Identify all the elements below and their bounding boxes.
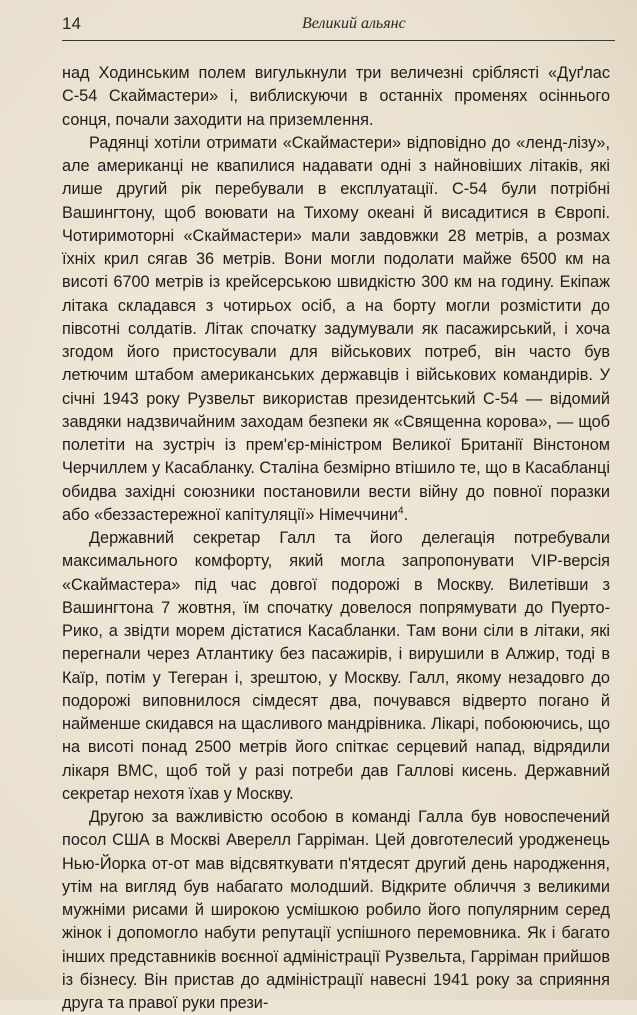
footnote-marker: 4 bbox=[398, 505, 404, 517]
body-text bbox=[62, 62, 610, 1015]
running-title: Великий альянс bbox=[302, 15, 406, 32]
page-header bbox=[62, 12, 615, 41]
page-number: 14 bbox=[62, 14, 81, 33]
paragraph: над Ходинським полем вигулькнули три величезні сріблясті «Дуґлас С-54 Скаймастери» і, виблискуючи в останніх променях осіннього сонця, почали заходити на приземлення. bbox=[62, 64, 610, 129]
paragraph: Другою за важливістю особою в команді Галла був новоспечений посол США в Москві Аверелл Гарріман. Цей довготелесий уродженець Нью-Йорка от-от мав відсвяткувати п'ятдесят другий день народження, утім на вигляд був набагато молодший. Відкрите обличчя з великими мужніми рисами й широкою усмішкою робило його популярним серед жінок і допомогло набути репутації успішного перемовника. Як і багато інших представників воєнної адміністрації Рузвельта, Гарріман прийшов із бізнесу. Він пристав до адміністрації навесні 1941 року за сприяння друга та правої руки прези- bbox=[62, 808, 610, 1012]
paragraph: Радянці хотіли отримати «Скаймастери» відповідно до «ленд-лізу», але американці не квапилися надавати одні з найновіших літаків, які лише другий рік перебували в експлуатації. С-54 були потрібні Вашингтону, щоб воювати на Тихому океані й висадитися в Європі. Чотиримоторні «Скаймастери» мали завдовжки 28 метрів, а розмах їхніх крил сягав 36 метрів. Вони могли подолати майже 6500 км на висоті 6700 метрів із крейсерською швидкістю 300 км на годину. Екіпаж літака складався з чотирьох осіб, а на борту могли розмістити до півсотні солдатів. Літак спочатку задумували як пасажирський, і хоча згодом його пристосували для військових потреб, він часто був летючим штабом американських державців і військових командирів. У січні 1943 року Рузвельт використав президентський С-54 — відомий завдяки надзвичайним заходам безпеки як «Священна корова», — щоб полетіти на зустріч із прем'єр-міністром Великої Британії Вінстоном Черчиллем у Касабланку. Сталіна безмірно втішило те, що в Касабланці обидва західні союзники постановили вести війну до повної поразки або «беззастережної капітуляції» Німеччини$^4$. bbox=[62, 133, 610, 524]
paragraph: Державний секретар Галл та його делегація потребували максимального комфорту, який могла запропонувати VIP-версія «Скаймастера» під час довгої подорожі в Москву. Вилетівши з Вашингтона 7 жовтня, їм спочатку довелося попрямувати до Пуерто-Рико, а звідти морем дістатися Касабланки. Там вони сіли в літаки, які перегнали через Атлантику без пасажирів, і вирушили в Алжир, тоді в Каїр, потім у Тегеран і, зрештою, у Москву. Галл, якому незадовго до подорожі виповнилося сімдесят два, почувався відверто погано й найменше скидався на щасливого мандрівника. Лікарі, побоюючись, що на висоті понад 2500 метрів його спіткає серцевий напад, відрядили лікаря ВМС, щоб той у разі потреби дав Галлові кисень. Державний секретар нехотя їхав у Москву. bbox=[62, 529, 610, 803]
